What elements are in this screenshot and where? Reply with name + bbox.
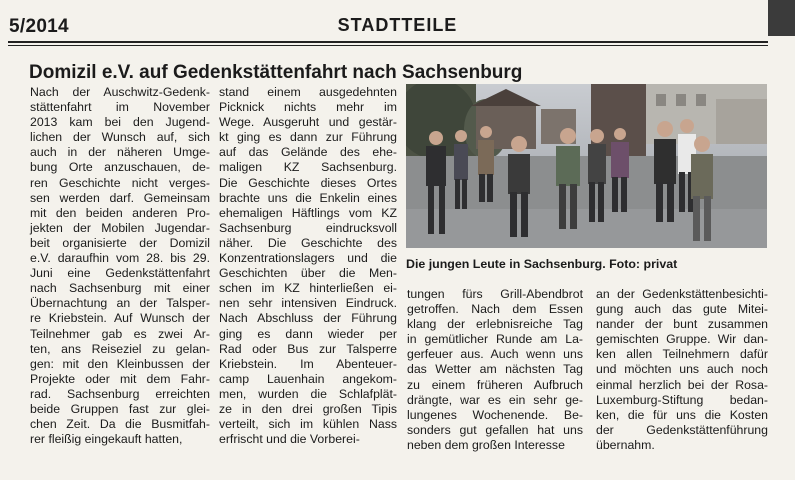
text-line: e.V. daraufhin vom 28. bis 29.	[30, 251, 210, 266]
text-line: gung auch das gute Mitei-	[596, 302, 768, 317]
text-line: lichen der Wunsch auf, sich	[30, 130, 210, 145]
text-line: schen im KZ hinterließen ei-	[219, 281, 397, 296]
text-line: und möchten uns auch noch	[596, 362, 768, 377]
text-line: mit den beiden anderen Pro-	[30, 205, 210, 220]
text-line: ten, ans Reiseziel zu gelan-	[30, 341, 210, 356]
issue-number: 5/2014	[9, 16, 69, 37]
text-line: Rad oder Bus zur Talsperre	[219, 341, 397, 356]
text-line: re Kriebstein. Auf Wunsch der	[30, 311, 210, 326]
text-line: gen: mit den Kleinbussen der	[30, 356, 210, 371]
text-line: ging es dann wieder per	[219, 326, 397, 341]
text-line: verteilt, sich im kühlen Nass	[219, 417, 397, 432]
text-line: ehemaligen Häftlings vom KZ	[219, 205, 397, 220]
text-line: getroffen. Nach dem Essen	[407, 302, 583, 317]
text-line: stand einem ausgedehnten	[219, 85, 397, 99]
text-line: Luxemburg-Stiftung bedan-	[596, 392, 768, 407]
text-line: erfrischt und die Vorberei-	[219, 432, 360, 447]
text-line: jekten der Mobilen Jugendar-	[30, 220, 210, 235]
text-line: bung Orte anzuschauen, de-	[30, 160, 210, 175]
group-photo	[406, 84, 767, 248]
text-line: Übernachtung an der Talsper-	[30, 296, 210, 311]
text-line: ren Geschichte nicht verges-	[30, 175, 210, 190]
text-line: sonders gut gefallen hat uns	[407, 422, 583, 437]
text-line: brachte uns die Enkelin eines	[219, 190, 397, 205]
text-line: einmal herzlich bei der Rosa-	[596, 377, 768, 392]
text-line: ze in den drei großen Tipis	[219, 401, 397, 416]
header-rule-thin	[8, 45, 768, 46]
header-rule	[8, 41, 768, 43]
article-column-1	[30, 85, 210, 447]
text-line: an der Gedenkstättenbesichti-	[596, 287, 768, 301]
text-line: maligen KZ Sachsenburg.	[219, 160, 397, 175]
text-line: der Gedenkstättenführung	[596, 422, 768, 437]
text-line: Konzentrationslagers und die	[219, 251, 397, 266]
text-line: drängte, war es ein sehr ge-	[407, 392, 583, 407]
text-line: ken, die für uns die Kosten	[596, 407, 768, 422]
text-line: Geschichten über die Men-	[219, 266, 397, 281]
text-line: nander der bunt zusammen	[596, 317, 768, 332]
section-title: STADTTEILE	[337, 15, 458, 35]
text-line: beide Gruppen fast zur glei-	[30, 401, 210, 416]
text-line: beit organisierte der Domizil	[30, 235, 210, 250]
text-line: Nach der Auschwitz-Gedenk-	[30, 85, 210, 99]
text-line: Picknick nichts mehr im	[219, 100, 397, 115]
text-line: men, wurden die Schlafplät-	[219, 386, 397, 401]
article-column-2	[219, 85, 397, 447]
text-line: übernahm.	[596, 437, 655, 452]
text-line: stättenfahrt im November	[30, 100, 210, 115]
text-line: Teilnehmer gab es zwei Ar-	[30, 326, 210, 341]
text-line: zu einem früheren Aufbruch	[407, 377, 583, 392]
article-column-4	[596, 287, 768, 453]
text-line: gemischten Gruppe. Wir dan-	[596, 332, 768, 347]
text-line: lungenes Wochenende. Be-	[407, 407, 583, 422]
text-line: rer fleißig eingekauft hatten,	[30, 432, 183, 447]
text-line: Sachsenburg eindrucksvoll	[219, 220, 397, 235]
article-title: Domizil e.V. auf Gedenkstättenfahrt nach Sachsenburg	[29, 62, 523, 83]
text-line: Die Geschichte dieses Ortes	[219, 175, 397, 190]
text-line: camp Lauenhain angekom-	[219, 371, 397, 386]
text-line: chen Zeit. Da die Busmitfah-	[30, 417, 210, 432]
text-line: kt ging es dann zur Führung	[219, 130, 397, 145]
text-line: auch in der näheren Umge-	[30, 145, 210, 160]
text-line: sen werden darf. Gemeinsam	[30, 190, 210, 205]
text-line: 2013 kam bei den Jugend-	[30, 115, 210, 130]
text-line: näher. Die Geschichte des	[219, 235, 397, 250]
text-line: rad. Sachsenburg erreichten	[30, 386, 210, 401]
text-line: gerfeuer aus. Auch wenn uns	[407, 347, 583, 362]
photo-caption: Die jungen Leute in Sachsenburg. Foto: privat	[406, 257, 678, 271]
text-line: Wege. Ausgeruht und gestär-	[219, 115, 397, 130]
text-line: ken allen Teilnehmern dafür	[596, 347, 768, 362]
text-line: nach Sachsenburg mit einer	[30, 281, 210, 296]
text-line: Projekte oder mit dem Fahr-	[30, 371, 210, 386]
text-line: klang der erlebnisreiche Tag	[407, 317, 583, 332]
text-line: nen sehr intensiven Eindruck.	[219, 296, 397, 311]
text-line: in gemütlicher Runde am La-	[407, 332, 583, 347]
text-line: auf das Gelände des ehe-	[219, 145, 397, 160]
article-column-3	[407, 287, 583, 453]
text-line: Kriebstein. Im Abenteuer-	[219, 356, 397, 371]
text-line: neben dem großen Interesse	[407, 437, 565, 452]
text-line: das Wetter am nächsten Tag	[407, 362, 583, 377]
text-line: tungen fürs Grill-Abendbrot	[407, 287, 583, 301]
text-line: Juni eine Gedenkstättenfahrt	[30, 266, 210, 281]
text-line: Nach Abschluss der Führung	[219, 311, 397, 326]
